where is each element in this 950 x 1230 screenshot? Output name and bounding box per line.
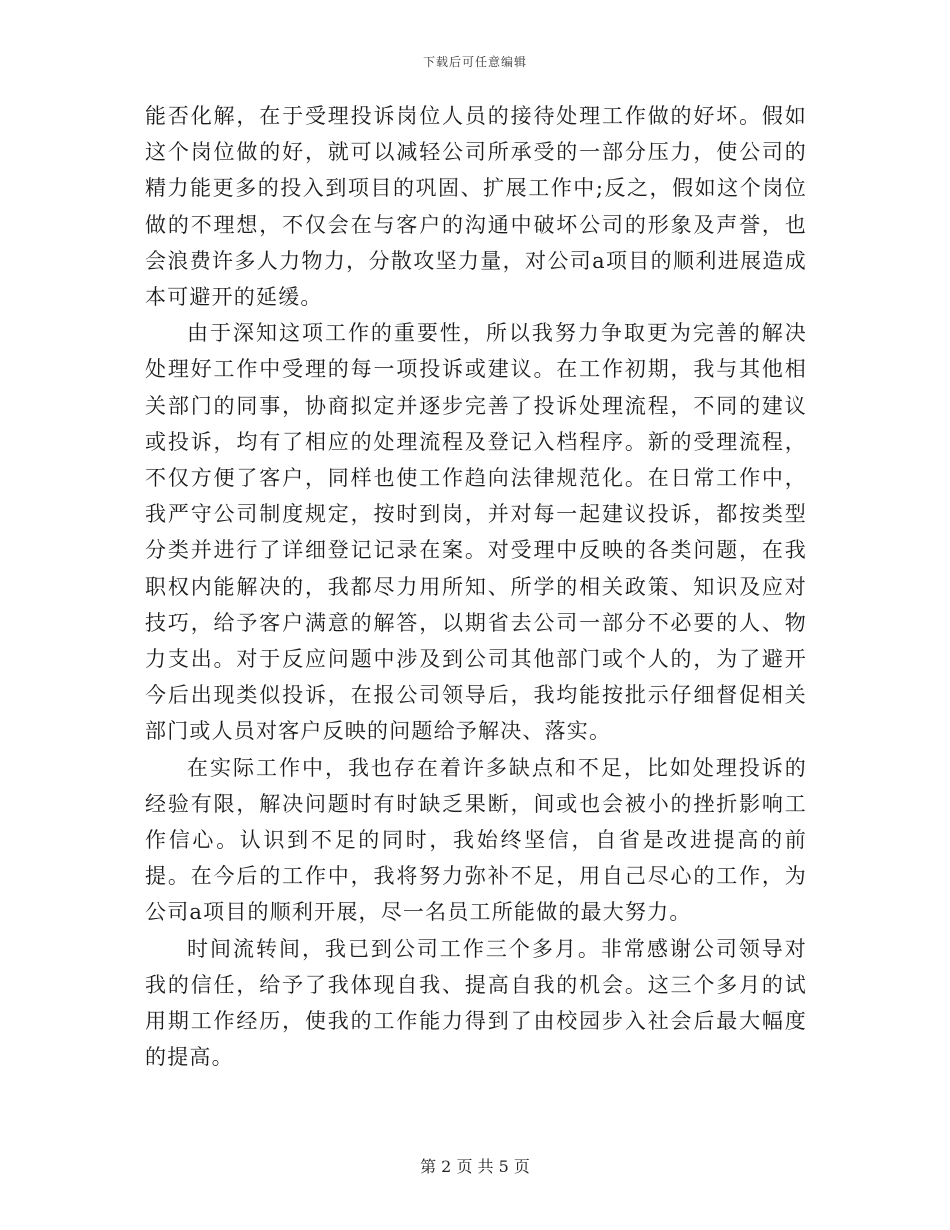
page-number: 第 2 页 共 5 页 [420, 1157, 530, 1176]
paragraph-shortcomings: 在实际工作中，我也存在着许多缺点和不足，比如处理投诉的经验有限，解决问题时有时缺乏果断，间或也会被小的挫折影响工作信心。认识到不足的同时，我始终坚信，自省是改进提高的前提。在今后的工作中，我将努力弥补不足，用自己尽心的工作，为公司a项目的顺利开展，尽一名员工所能做的最大努力。 [145, 755, 807, 925]
paragraph-work-process: 由于深知这项工作的重要性，所以我努力争取更为完善的解决处理好工作中受理的每一项投诉或建议。在工作初期，我与其他相关部门的同事，协商拟定并逐步完善了投诉处理流程，不同的建议或投诉，均有了相应的处理流程及登记入档程序。新的受理流程，不仅方便了客户，同样也使工作趋向法律规范化。在日常工作中，我严守公司制度规定，按时到岗，并对每一起建议投诉，都按类型分类并进行了详细登记记录在案。对受理中反映的各类问题，在我职权内能解决的，我都尽力用所知、所学的相关政策、知识及应对技巧，给予客户满意的解答，以期省去公司一部分不必要的人、物力支出。对于反应问题中涉及到公司其他部门或个人的，为了避开今后出现类似投诉，在报公司领导后，我均能按批示仔细督促相关部门或人员对客户反映的问题给予解决、落实。 [145, 321, 807, 744]
document-body [145, 98, 807, 1075]
paragraph-continuation: 能否化解，在于受理投诉岗位人员的接待处理工作做的好坏。假如这个岗位做的好，就可以减轻公司所承受的一部分压力，使公司的精力能更多的投入到项目的巩固、扩展工作中;反之，假如这个岗位做的不理想，不仅会在与客户的沟通中破坏公司的形象及声誉，也会浪费许多人力物力，分散攻坚力量，对公司a项目的顺利进展造成本可避开的延缓。 [145, 104, 807, 310]
paragraph-gratitude: 时间流转间，我已到公司工作三个多月。非常感谢公司领导对我的信任，给予了我体现自我、提高自我的机会。这三个多月的试用期工作经历，使我的工作能力得到了由校园步入社会后最大幅度的提高。 [145, 936, 807, 1070]
page-header: 下载后可任意编辑 [422, 55, 527, 69]
